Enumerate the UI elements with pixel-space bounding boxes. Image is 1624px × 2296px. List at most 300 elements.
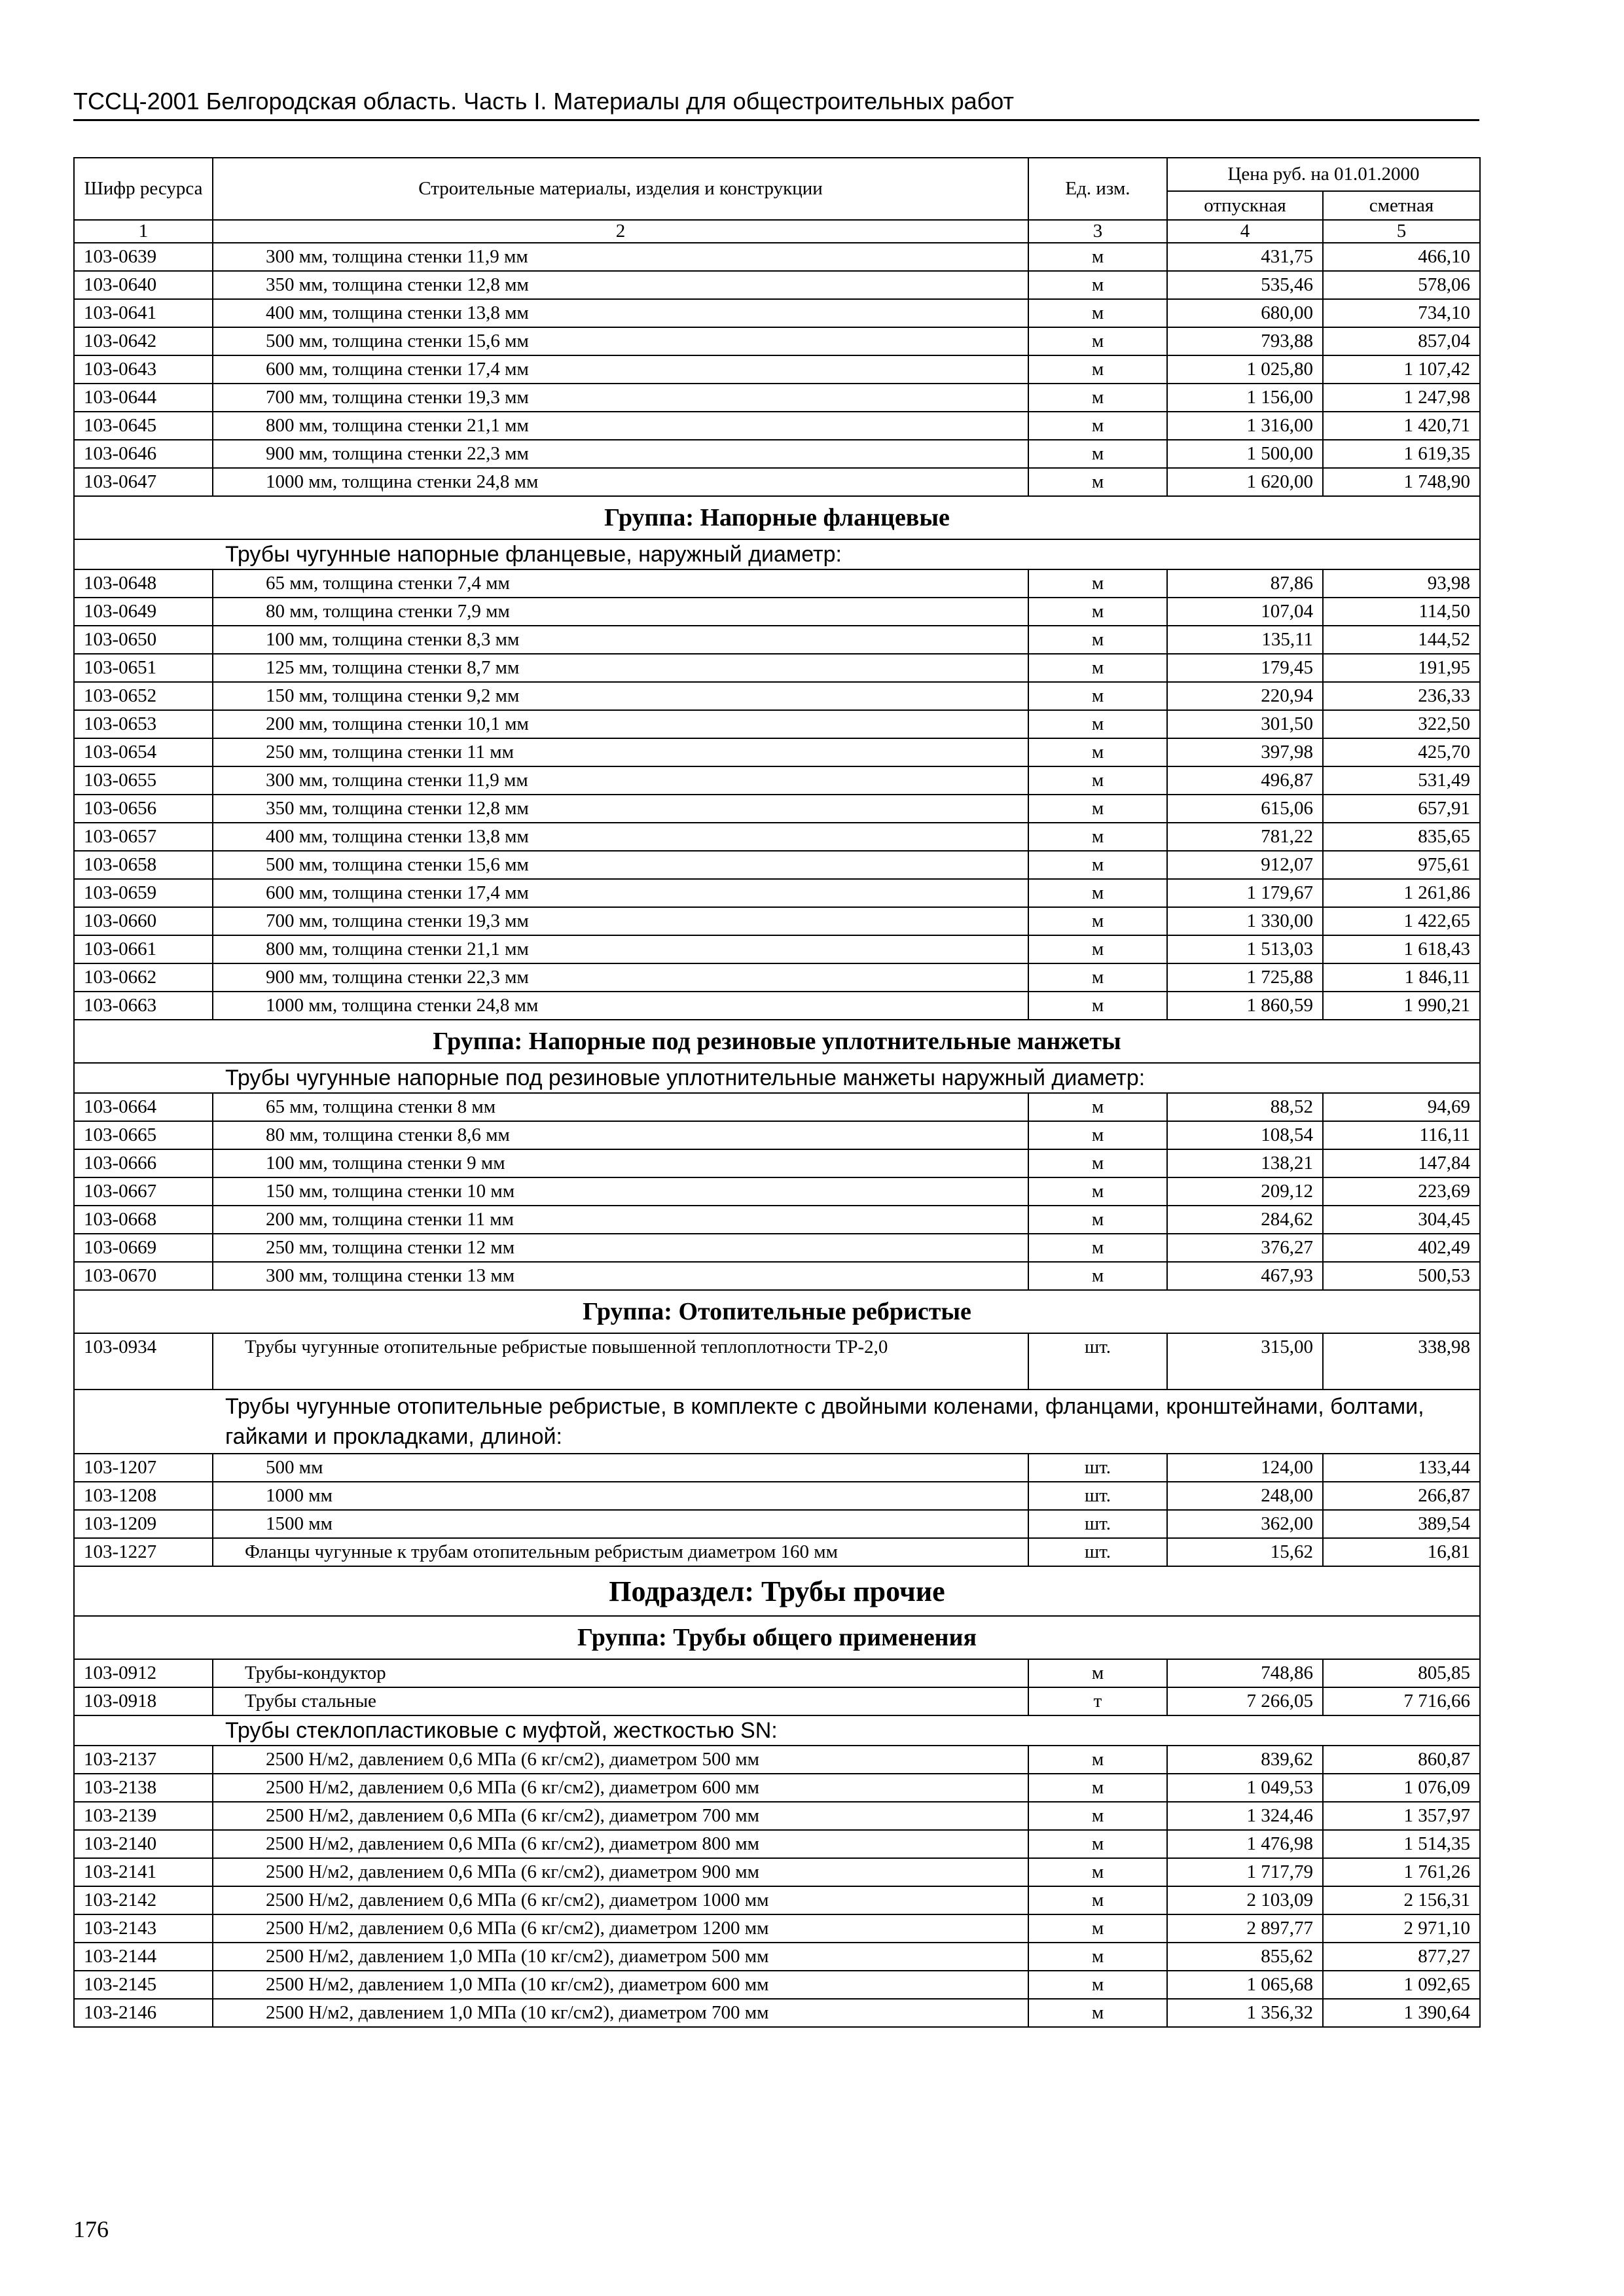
table-row (74, 1746, 1480, 1774)
wholesale-price: 376,27 (1167, 1234, 1323, 1262)
material-name: Трубы чугунные отопительные ребристые повышенной теплоплотности ТР-2,0 (213, 1333, 1028, 1390)
page-number: 176 (73, 2216, 109, 2242)
wholesale-price: 315,00 (1167, 1333, 1323, 1390)
resource-code: 103-0648 (74, 569, 213, 598)
table-row (74, 412, 1480, 440)
unit: м (1028, 795, 1167, 823)
header-price: Цена руб. на 01.01.2000 (1167, 158, 1480, 191)
section-heading-other-pipes: Подраздел: Трубы прочие (74, 1566, 1480, 1616)
material-name: 150 мм, толщина стенки 10 мм (213, 1177, 1028, 1206)
header-wholesale-price: отпускная (1167, 191, 1323, 220)
table-row (74, 468, 1480, 496)
wholesale-price: 1 316,00 (1167, 412, 1323, 440)
unit: м (1028, 243, 1167, 271)
material-name: 200 мм, толщина стенки 10,1 мм (213, 710, 1028, 738)
unit: м (1028, 299, 1167, 327)
wholesale-price: 748,86 (1167, 1659, 1323, 1687)
estimate-price: 835,65 (1323, 823, 1480, 851)
wholesale-price: 2 103,09 (1167, 1886, 1323, 1914)
resource-code: 103-0668 (74, 1206, 213, 1234)
table-row (74, 299, 1480, 327)
wholesale-price: 1 513,03 (1167, 935, 1323, 963)
estimate-price: 1 107,42 (1323, 355, 1480, 384)
table-row (74, 935, 1480, 963)
resource-code: 103-0641 (74, 299, 213, 327)
estimate-price: 860,87 (1323, 1746, 1480, 1774)
resource-code: 103-0656 (74, 795, 213, 823)
resource-code: 103-0651 (74, 654, 213, 682)
wholesale-price: 1 476,98 (1167, 1830, 1323, 1858)
unit: м (1028, 682, 1167, 710)
unit: м (1028, 851, 1167, 879)
subgroup-title-flange: Трубы чугунные напорные фланцевые, наружный диаметр: (74, 539, 1480, 569)
wholesale-price: 839,62 (1167, 1746, 1323, 1774)
estimate-price: 93,98 (1323, 569, 1480, 598)
wholesale-price: 179,45 (1167, 654, 1323, 682)
wholesale-price: 496,87 (1167, 766, 1323, 795)
material-name: 100 мм, толщина стенки 9 мм (213, 1149, 1028, 1177)
estimate-price: 1 990,21 (1323, 992, 1480, 1020)
estimate-price: 1 514,35 (1323, 1830, 1480, 1858)
resource-code: 103-2144 (74, 1943, 213, 1971)
material-name: 300 мм, толщина стенки 11,9 мм (213, 766, 1028, 795)
unit: м (1028, 1830, 1167, 1858)
resource-code: 103-0659 (74, 879, 213, 907)
estimate-price: 1 748,90 (1323, 468, 1480, 496)
table-row (74, 682, 1480, 710)
table-row (74, 271, 1480, 299)
wholesale-price: 397,98 (1167, 738, 1323, 766)
resource-code: 103-2143 (74, 1914, 213, 1943)
unit: м (1028, 468, 1167, 496)
table-row (74, 1971, 1480, 1999)
unit: м (1028, 992, 1167, 1020)
material-name: 600 мм, толщина стенки 17,4 мм (213, 879, 1028, 907)
material-name: 500 мм (213, 1454, 1028, 1482)
wholesale-price: 220,94 (1167, 682, 1323, 710)
table-row (74, 1333, 1480, 1390)
table-row (74, 710, 1480, 738)
resource-code: 103-2137 (74, 1746, 213, 1774)
wholesale-price: 1 025,80 (1167, 355, 1323, 384)
material-name: 2500 Н/м2, давлением 0,6 МПа (6 кг/см2), диаметром 800 мм (213, 1830, 1028, 1858)
price-table (73, 157, 1481, 2028)
wholesale-price: 1 356,32 (1167, 1999, 1323, 2027)
estimate-price: 2 971,10 (1323, 1914, 1480, 1943)
material-name: 250 мм, толщина стенки 11 мм (213, 738, 1028, 766)
resource-code: 103-0643 (74, 355, 213, 384)
header-name: Строительные материалы, изделия и конструкции (213, 158, 1028, 220)
table-row (74, 1943, 1480, 1971)
unit: м (1028, 1886, 1167, 1914)
estimate-price: 500,53 (1323, 1262, 1480, 1290)
resource-code: 103-2140 (74, 1830, 213, 1858)
table-row (74, 384, 1480, 412)
column-number: 3 (1028, 220, 1167, 243)
unit: м (1028, 654, 1167, 682)
estimate-price: 304,45 (1323, 1206, 1480, 1234)
table-row (74, 879, 1480, 907)
unit: м (1028, 327, 1167, 355)
material-name: 1000 мм (213, 1482, 1028, 1510)
subgroup-title-fiberglass: Трубы стеклопластиковые с муфтой, жесткостью SN: (74, 1715, 1480, 1746)
wholesale-price: 1 725,88 (1167, 963, 1323, 992)
resource-code: 103-0640 (74, 271, 213, 299)
table-row (74, 569, 1480, 598)
estimate-price: 114,50 (1323, 598, 1480, 626)
material-name: Трубы стальные (213, 1687, 1028, 1715)
wholesale-price: 467,93 (1167, 1262, 1323, 1290)
estimate-price: 425,70 (1323, 738, 1480, 766)
wholesale-price: 209,12 (1167, 1177, 1323, 1206)
table-row (74, 626, 1480, 654)
group-heading-flange: Группа: Напорные фланцевые (74, 496, 1480, 539)
column-number: 5 (1323, 220, 1480, 243)
resource-code: 103-2146 (74, 1999, 213, 2027)
wholesale-price: 15,62 (1167, 1538, 1323, 1566)
unit: м (1028, 412, 1167, 440)
resource-code: 103-0658 (74, 851, 213, 879)
resource-code: 103-1209 (74, 1510, 213, 1538)
wholesale-price: 2 897,77 (1167, 1914, 1323, 1943)
subgroup-title-rubber-seal: Трубы чугунные напорные под резиновые уплотнительные манжеты наружный диаметр: (74, 1063, 1480, 1093)
estimate-price: 657,91 (1323, 795, 1480, 823)
page-header: ТССЦ-2001 Белгородская область. Часть I. Материалы для общестроительных работ (73, 84, 1479, 121)
unit: м (1028, 384, 1167, 412)
unit: м (1028, 1802, 1167, 1830)
resource-code: 103-0655 (74, 766, 213, 795)
material-name: 2500 Н/м2, давлением 1,0 МПа (10 кг/см2), диаметром 600 мм (213, 1971, 1028, 1999)
estimate-price: 116,11 (1323, 1121, 1480, 1149)
wholesale-price: 1 324,46 (1167, 1802, 1323, 1830)
table-row (74, 795, 1480, 823)
wholesale-price: 615,06 (1167, 795, 1323, 823)
resource-code: 103-2142 (74, 1886, 213, 1914)
material-name: 65 мм, толщина стенки 8 мм (213, 1093, 1028, 1121)
unit: шт. (1028, 1333, 1167, 1390)
wholesale-price: 138,21 (1167, 1149, 1323, 1177)
wholesale-price: 793,88 (1167, 327, 1323, 355)
estimate-price: 975,61 (1323, 851, 1480, 879)
table-row (74, 1830, 1480, 1858)
resource-code: 103-0661 (74, 935, 213, 963)
resource-code: 103-0664 (74, 1093, 213, 1121)
material-name: 2500 Н/м2, давлением 0,6 МПа (6 кг/см2), диаметром 900 мм (213, 1858, 1028, 1886)
material-name: 300 мм, толщина стенки 13 мм (213, 1262, 1028, 1290)
resource-code: 103-2141 (74, 1858, 213, 1886)
resource-code: 103-0912 (74, 1659, 213, 1687)
material-name: 2500 Н/м2, давлением 0,6 МПа (6 кг/см2), диаметром 500 мм (213, 1746, 1028, 1774)
estimate-price: 1 390,64 (1323, 1999, 1480, 2027)
unit: шт. (1028, 1510, 1167, 1538)
header-estimate-price: сметная (1323, 191, 1480, 220)
estimate-price: 133,44 (1323, 1454, 1480, 1482)
unit: м (1028, 1858, 1167, 1886)
table-row (74, 963, 1480, 992)
material-name: 1500 мм (213, 1510, 1028, 1538)
unit: м (1028, 271, 1167, 299)
wholesale-price: 1 717,79 (1167, 1858, 1323, 1886)
estimate-price: 877,27 (1323, 1943, 1480, 1971)
resource-code: 103-0918 (74, 1687, 213, 1715)
unit: м (1028, 1177, 1167, 1206)
material-name: 800 мм, толщина стенки 21,1 мм (213, 412, 1028, 440)
resource-code: 103-1227 (74, 1538, 213, 1566)
estimate-price: 236,33 (1323, 682, 1480, 710)
table-row (74, 1177, 1480, 1206)
table-row (74, 355, 1480, 384)
resource-code: 103-0649 (74, 598, 213, 626)
table-header (74, 158, 1480, 243)
unit: т (1028, 1687, 1167, 1715)
column-number: 4 (1167, 220, 1323, 243)
wholesale-price: 912,07 (1167, 851, 1323, 879)
resource-code: 103-0642 (74, 327, 213, 355)
unit: м (1028, 1943, 1167, 1971)
unit: м (1028, 1206, 1167, 1234)
resource-code: 103-0666 (74, 1149, 213, 1177)
table-row (74, 440, 1480, 468)
resource-code: 103-1207 (74, 1454, 213, 1482)
material-name: 400 мм, толщина стенки 13,8 мм (213, 823, 1028, 851)
unit: шт. (1028, 1454, 1167, 1482)
wholesale-price: 87,86 (1167, 569, 1323, 598)
resource-code: 103-0662 (74, 963, 213, 992)
material-name: 900 мм, толщина стенки 22,3 мм (213, 963, 1028, 992)
resource-code: 103-0670 (74, 1262, 213, 1290)
wholesale-price: 1 860,59 (1167, 992, 1323, 1020)
table-row (74, 243, 1480, 271)
wholesale-price: 124,00 (1167, 1454, 1323, 1482)
table-row (74, 1093, 1480, 1121)
resource-code: 103-2138 (74, 1774, 213, 1802)
resource-code: 103-2139 (74, 1802, 213, 1830)
table-body (74, 243, 1480, 2027)
wholesale-price: 1 065,68 (1167, 1971, 1323, 1999)
material-name: 2500 Н/м2, давлением 1,0 МПа (10 кг/см2), диаметром 700 мм (213, 1999, 1028, 2027)
resource-code: 103-0665 (74, 1121, 213, 1149)
material-name: 100 мм, толщина стенки 8,3 мм (213, 626, 1028, 654)
estimate-price: 1 261,86 (1323, 879, 1480, 907)
estimate-price: 1 092,65 (1323, 1971, 1480, 1999)
estimate-price: 338,98 (1323, 1333, 1480, 1390)
estimate-price: 16,81 (1323, 1538, 1480, 1566)
unit: м (1028, 823, 1167, 851)
resource-code: 103-0647 (74, 468, 213, 496)
table-row (74, 1510, 1480, 1538)
estimate-price: 7 716,66 (1323, 1687, 1480, 1715)
unit: м (1028, 907, 1167, 935)
material-name: 1000 мм, толщина стенки 24,8 мм (213, 468, 1028, 496)
unit: м (1028, 1774, 1167, 1802)
unit: шт. (1028, 1538, 1167, 1566)
material-name: Фланцы чугунные к трубам отопительным ребристым диаметром 160 мм (213, 1538, 1028, 1566)
estimate-price: 531,49 (1323, 766, 1480, 795)
unit: шт. (1028, 1482, 1167, 1510)
estimate-price: 389,54 (1323, 1510, 1480, 1538)
material-name: 2500 Н/м2, давлением 0,6 МПа (6 кг/см2), диаметром 600 мм (213, 1774, 1028, 1802)
unit: м (1028, 1149, 1167, 1177)
table-row (74, 1886, 1480, 1914)
unit: м (1028, 598, 1167, 626)
table-row (74, 1538, 1480, 1566)
material-name: 2500 Н/м2, давлением 0,6 МПа (6 кг/см2), диаметром 1000 мм (213, 1886, 1028, 1914)
resource-code: 103-0934 (74, 1333, 213, 1390)
estimate-price: 857,04 (1323, 327, 1480, 355)
wholesale-price: 680,00 (1167, 299, 1323, 327)
table-row (74, 654, 1480, 682)
unit: м (1028, 879, 1167, 907)
unit: м (1028, 766, 1167, 795)
header-unit: Ед. изм. (1028, 158, 1167, 220)
table-row (74, 851, 1480, 879)
resource-code: 103-1208 (74, 1482, 213, 1510)
wholesale-price: 362,00 (1167, 1510, 1323, 1538)
estimate-price: 1 247,98 (1323, 384, 1480, 412)
resource-code: 103-0645 (74, 412, 213, 440)
group-heading-heating: Группа: Отопительные ребристые (74, 1290, 1480, 1333)
unit: м (1028, 1121, 1167, 1149)
resource-code: 103-0669 (74, 1234, 213, 1262)
table-row (74, 1234, 1480, 1262)
table-row (74, 1687, 1480, 1715)
wholesale-price: 535,46 (1167, 271, 1323, 299)
table-row (74, 738, 1480, 766)
estimate-price: 402,49 (1323, 1234, 1480, 1262)
unit: м (1028, 1914, 1167, 1943)
table-row (74, 907, 1480, 935)
wholesale-price: 1 500,00 (1167, 440, 1323, 468)
table-row (74, 1149, 1480, 1177)
wholesale-price: 284,62 (1167, 1206, 1323, 1234)
material-name: 400 мм, толщина стенки 13,8 мм (213, 299, 1028, 327)
estimate-price: 1 076,09 (1323, 1774, 1480, 1802)
column-numbers-row (74, 220, 1480, 243)
wholesale-price: 1 156,00 (1167, 384, 1323, 412)
estimate-price: 266,87 (1323, 1482, 1480, 1510)
unit: м (1028, 626, 1167, 654)
table-row (74, 766, 1480, 795)
estimate-price: 1 422,65 (1323, 907, 1480, 935)
table-row (74, 1121, 1480, 1149)
wholesale-price: 855,62 (1167, 1943, 1323, 1971)
table-row (74, 1774, 1480, 1802)
wholesale-price: 135,11 (1167, 626, 1323, 654)
unit: м (1028, 1262, 1167, 1290)
estimate-price: 1 420,71 (1323, 412, 1480, 440)
resource-code: 103-0667 (74, 1177, 213, 1206)
estimate-price: 147,84 (1323, 1149, 1480, 1177)
table-row (74, 327, 1480, 355)
estimate-price: 1 761,26 (1323, 1858, 1480, 1886)
estimate-price: 191,95 (1323, 654, 1480, 682)
table-row (74, 1659, 1480, 1687)
table-row (74, 992, 1480, 1020)
estimate-price: 466,10 (1323, 243, 1480, 271)
wholesale-price: 108,54 (1167, 1121, 1323, 1149)
estimate-price: 1 618,43 (1323, 935, 1480, 963)
resource-code: 103-0653 (74, 710, 213, 738)
estimate-price: 223,69 (1323, 1177, 1480, 1206)
estimate-price: 144,52 (1323, 626, 1480, 654)
material-name: 350 мм, толщина стенки 12,8 мм (213, 271, 1028, 299)
unit: м (1028, 1093, 1167, 1121)
wholesale-price: 1 179,67 (1167, 879, 1323, 907)
wholesale-price: 248,00 (1167, 1482, 1323, 1510)
material-name: 125 мм, толщина стенки 8,7 мм (213, 654, 1028, 682)
material-name: 80 мм, толщина стенки 8,6 мм (213, 1121, 1028, 1149)
unit: м (1028, 355, 1167, 384)
estimate-price: 2 156,31 (1323, 1886, 1480, 1914)
wholesale-price: 781,22 (1167, 823, 1323, 851)
material-name: 2500 Н/м2, давлением 0,6 МПа (6 кг/см2), диаметром 1200 мм (213, 1914, 1028, 1943)
unit: м (1028, 935, 1167, 963)
material-name: 250 мм, толщина стенки 12 мм (213, 1234, 1028, 1262)
material-name: 2500 Н/м2, давлением 0,6 МПа (6 кг/см2), диаметром 700 мм (213, 1802, 1028, 1830)
material-name: 500 мм, толщина стенки 15,6 мм (213, 327, 1028, 355)
estimate-price: 94,69 (1323, 1093, 1480, 1121)
resource-code: 103-0644 (74, 384, 213, 412)
estimate-price: 1 619,35 (1323, 440, 1480, 468)
estimate-price: 1 357,97 (1323, 1802, 1480, 1830)
table-row (74, 1999, 1480, 2027)
material-name: 300 мм, толщина стенки 11,9 мм (213, 243, 1028, 271)
unit: м (1028, 710, 1167, 738)
wholesale-price: 7 266,05 (1167, 1687, 1323, 1715)
resource-code: 103-2145 (74, 1971, 213, 1999)
table-row (74, 598, 1480, 626)
estimate-price: 578,06 (1323, 271, 1480, 299)
unit: м (1028, 440, 1167, 468)
unit: м (1028, 1659, 1167, 1687)
unit: м (1028, 1971, 1167, 1999)
group-heading-general: Группа: Трубы общего применения (74, 1616, 1480, 1659)
material-name: 600 мм, толщина стенки 17,4 мм (213, 355, 1028, 384)
subgroup-title-heating: Трубы чугунные отопительные ребристые, в комплекте с двойными коленами, фланцами, кронштейнами, болтами, гайками и прокладками, длиной: (74, 1390, 1480, 1454)
material-name: 150 мм, толщина стенки 9,2 мм (213, 682, 1028, 710)
material-name: 500 мм, толщина стенки 15,6 мм (213, 851, 1028, 879)
resource-code: 103-0657 (74, 823, 213, 851)
header-code: Шифр ресурса (74, 158, 213, 220)
material-name: 200 мм, толщина стенки 11 мм (213, 1206, 1028, 1234)
material-name: 900 мм, толщина стенки 22,3 мм (213, 440, 1028, 468)
table-row (74, 1206, 1480, 1234)
table-row (74, 1482, 1480, 1510)
unit: м (1028, 1746, 1167, 1774)
wholesale-price: 1 620,00 (1167, 468, 1323, 496)
unit: м (1028, 1234, 1167, 1262)
wholesale-price: 1 330,00 (1167, 907, 1323, 935)
material-name: 800 мм, толщина стенки 21,1 мм (213, 935, 1028, 963)
material-name: Трубы-кондуктор (213, 1659, 1028, 1687)
material-name: 350 мм, толщина стенки 12,8 мм (213, 795, 1028, 823)
unit: м (1028, 963, 1167, 992)
estimate-price: 734,10 (1323, 299, 1480, 327)
unit: м (1028, 738, 1167, 766)
column-number: 2 (213, 220, 1028, 243)
resource-code: 103-0650 (74, 626, 213, 654)
estimate-price: 1 846,11 (1323, 963, 1480, 992)
resource-code: 103-0639 (74, 243, 213, 271)
table-row (74, 823, 1480, 851)
material-name: 80 мм, толщина стенки 7,9 мм (213, 598, 1028, 626)
material-name: 1000 мм, толщина стенки 24,8 мм (213, 992, 1028, 1020)
table-row (74, 1914, 1480, 1943)
resource-code: 103-0663 (74, 992, 213, 1020)
unit: м (1028, 1999, 1167, 2027)
table-row (74, 1858, 1480, 1886)
table-row (74, 1454, 1480, 1482)
